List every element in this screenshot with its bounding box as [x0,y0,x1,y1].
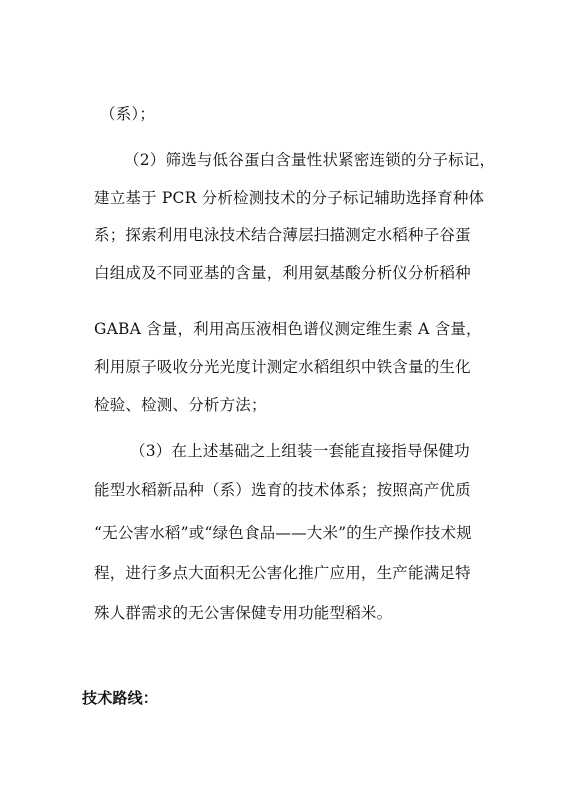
text-line-10: 能型水稻新品种（系）选育的技术体系；按照高产优质 [94,481,471,499]
section-heading: 技术路线： [82,689,159,707]
text-line-11: “无公害水稻”或“绿色食品——大米”的生产操作技术规 [94,524,472,542]
text-line-8: 检验、检测、分析方法； [94,396,267,414]
text-line-1: （系）； [100,105,156,123]
text-line-9: （3）在上述基础之上组装一套能直接指导保健功 [130,442,470,460]
text-line-6: GABA 含量，利用高压液相色谱仪测定维生素 A 含量， [94,320,482,338]
text-line-12: 程，进行多点大面积无公害化推广应用，生产能满足特 [94,564,471,582]
text-line-4: 系；探索利用电泳技术结合薄层扫描测定水稻种子谷蛋 [94,226,471,244]
text-line-3: 建立基于 PCR 分析检测技术的分子标记辅助选择育种体 [94,189,485,207]
text-line-5: 白组成及不同亚基的含量，利用氨基酸分析仪分析稻种 [94,264,471,282]
text-line-2: （2）筛选与低谷蛋白含量性状紧密连锁的分子标记， [124,151,496,169]
text-line-13: 殊人群需求的无公害保健专用功能型稻米。 [94,604,393,622]
text-line-7: 利用原子吸收分光光度计测定水稻组织中铁含量的生化 [94,358,471,376]
